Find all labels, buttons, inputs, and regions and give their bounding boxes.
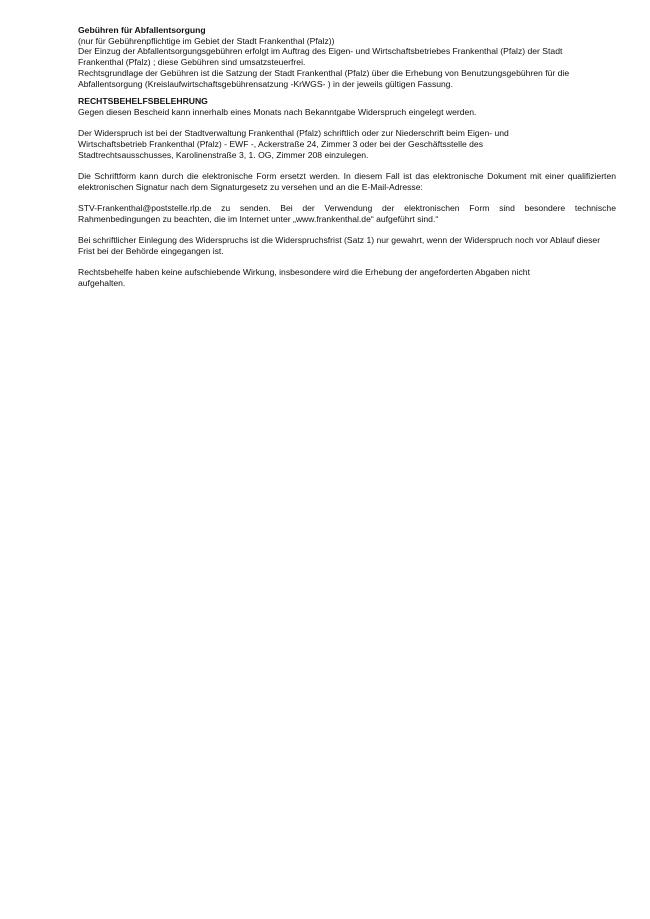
no-suspensive-effect-line-2: aufgehalten. [78,278,126,289]
legal-remedy-intro: Gegen diesen Bescheid kann innerhalb eines Monats nach Bekanntgabe Widerspruch eingelegt werden. [78,106,477,117]
deadline-paragraph: Bei schriftlicher Einlegung des Widerspruchs ist die Widerspruchsfrist (Satz 1) nur gewahrt, wenn der Widerspruch noch vor Ablauf dieser Frist bei der Behörde eingegangen ist. [78,235,601,256]
fees-collection-line-2: Frankenthal (Pfalz) ; diese Gebühren sind umsatzsteuerfrei. [78,57,306,68]
fees-legal-basis-line-1: Rechtsgrundlage der Gebühren ist die Satzung der Stadt Frankenthal (Pfalz) über die Erhebung von Benutzungsgebühren für die [78,67,570,78]
electronic-form-paragraph: Die Schriftform kann durch die elektronische Form ersetzt werden. In diesem Fall ist das elektronische Dokument mit einer qualifizierten elektronischen Signatur nach dem Signaturgesetz zu versehen und an die E-Mail-Adresse: [78,171,616,192]
no-suspensive-effect-line-1: Rechtsbehelfe haben keine aufschiebende Wirkung, insbesondere wird die Erhebung der angeforderten Abgaben nicht [78,267,530,278]
email-address-paragraph: STV-Frankenthal@poststelle.rlp.de zu senden. Bei der Verwendung der elektronischen Form sind besondere technische Rahmenbedingungen zu beachten, die im Internet unter „www.frankenthal.de“ aufgeführt sind.“ [78,203,616,224]
document-page [78,25,616,289]
fees-legal-basis-line-2: Abfallentsorgung (Kreislaufwirtschaftsgebührensatzung -KrWGS- ) in der jeweils gültigen Fassung. [78,78,453,89]
legal-remedy-section [78,96,616,289]
objection-filing-line-1: Der Widerspruch ist bei der Stadtverwaltung Frankenthal (Pfalz) schriftlich oder zur Niederschrift beim Eigen- und [78,128,509,139]
objection-filing-line-3: Stadtrechtsausschusses, Karolinenstraße 3, 1. OG, Zimmer 208 einzulegen. [78,149,369,160]
fees-heading: Gebühren für Abfallentsorgung [78,25,206,35]
objection-filing-line-2: Wirtschaftsbetrieb Frankenthal (Pfalz) - EWF -, Ackerstraße 24, Zimmer 3 oder bei der Geschäftsstelle des [78,139,483,150]
fees-collection-line-1: Der Einzug der Abfallentsorgungsgebühren erfolgt im Auftrag des Eigen- und Wirtschaftsbetriebes Frankenthal (Pfalz) der Stadt [78,46,563,57]
legal-remedy-heading: RECHTSBEHELFSBELEHRUNG [78,96,208,107]
fees-section [78,25,616,89]
fees-subheading: (nur für Gebührenpflichtige im Gebiet der Stadt Frankenthal (Pfalz)) [78,35,335,46]
